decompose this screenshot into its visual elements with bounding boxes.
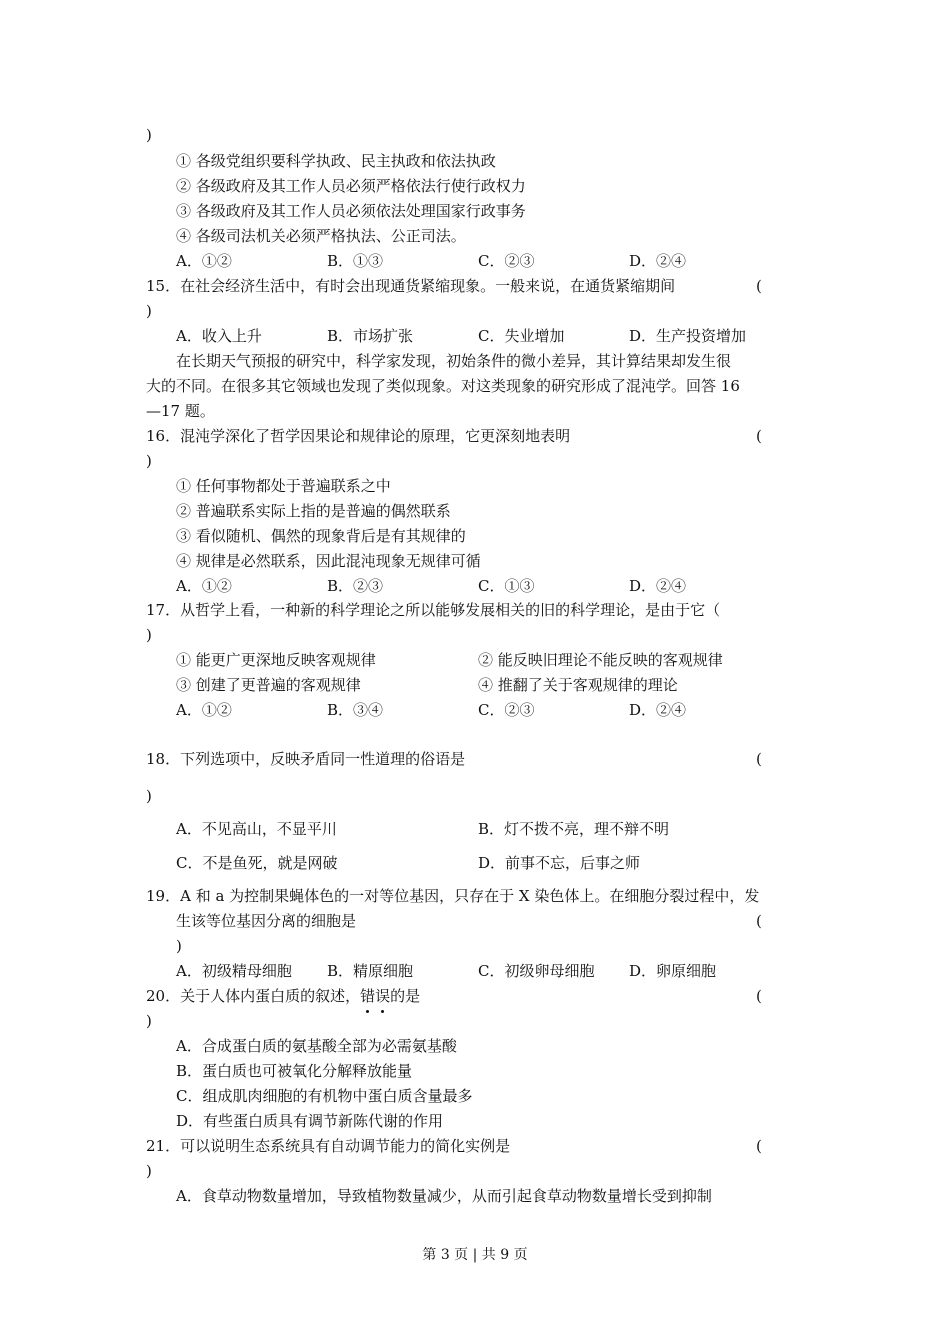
- q19-option-d: D．卵原细胞: [629, 962, 717, 980]
- q14-option-a: A．①②: [176, 252, 232, 270]
- q21-option-a: A．食草动物数量增加，导致植物数量减少，从而引起食草动物数量增长受到抑制: [176, 1187, 712, 1205]
- q16-item-3: ③ 看似随机、偶然的现象背后是有其规律的: [176, 527, 466, 545]
- q14-option-b: B．①③: [327, 252, 384, 270]
- q14-item-1: ① 各级党组织要科学执政、民主执政和依法执政: [176, 152, 496, 170]
- q16-paren-close: ): [146, 452, 152, 470]
- q20-stem-end: 的是: [390, 987, 421, 1005]
- q15-paren-open: (: [756, 277, 762, 295]
- q20-option-d: D．有些蛋白质具有调节新陈代谢的作用: [176, 1112, 444, 1130]
- q16-option-a: A．①②: [176, 577, 232, 595]
- q18-option-c: C．不是鱼死，就是网破: [176, 854, 338, 872]
- q18-stem: 18．下列选项中，反映矛盾同一性道理的俗语是: [146, 750, 466, 768]
- q18-option-d: D．前事不忘，后事之师: [478, 854, 641, 872]
- q17-option-a: A．①②: [176, 701, 232, 719]
- q17-paren-close: ): [146, 626, 152, 644]
- q20-option-b: B．蛋白质也可被氧化分解释放能量: [176, 1062, 413, 1080]
- q20-option-c: C．组成肌肉细胞的有机物中蛋白质含量最多: [176, 1087, 473, 1105]
- q20-paren-close: ): [146, 1012, 152, 1030]
- q15-option-d: D．生产投资增加: [629, 327, 747, 345]
- q16-option-b: B．②③: [327, 577, 384, 595]
- q18-paren-close: ): [146, 787, 152, 805]
- q18-paren-open: (: [756, 750, 762, 768]
- q14-option-c: C．②③: [478, 252, 535, 270]
- q16-option-c: C．①③: [478, 577, 535, 595]
- q19-option-c: C．初级卵母细胞: [478, 962, 595, 980]
- q20-emphasis-char-1: 错: [360, 987, 376, 1005]
- q14-item-4: ④ 各级司法机关必须严格执法、公正司法。: [176, 227, 466, 245]
- q17-option-d: D．②④: [629, 701, 687, 719]
- q19-option-a: A．初级精母细胞: [176, 962, 292, 980]
- passage-line-3: —17 题。: [146, 402, 215, 420]
- q17-stem: 17．从哲学上看，一种新的科学理论之所以能够发展相关的旧的科学理论，是由于它（: [146, 601, 721, 619]
- q14-item-3: ③ 各级政府及其工作人员必须依法处理国家行政事务: [176, 202, 526, 220]
- q17-option-c: C．②③: [478, 701, 535, 719]
- q20-paren-open: (: [756, 987, 762, 1005]
- q18-option-a: A．不见高山，不显平川: [176, 820, 337, 838]
- q21-paren-close: ): [146, 1162, 152, 1180]
- q15-stem: 15．在社会经济生活中，有时会出现通货紧缩现象。一般来说，在通货紧缩期间: [146, 277, 676, 295]
- q17-item-1: ① 能更广更深地反映客观规律: [176, 651, 376, 669]
- q16-item-1: ① 任何事物都处于普遍联系之中: [176, 477, 391, 495]
- q17-item-4: ④ 推翻了关于客观规律的理论: [478, 676, 678, 694]
- page-footer: 第 3 页 | 共 9 页: [422, 1247, 528, 1263]
- q16-option-d: D．②④: [629, 577, 687, 595]
- q16-stem: 16．混沌学深化了哲学因果论和规律论的原理，它更深刻地表明: [146, 427, 571, 445]
- q21-stem: 21．可以说明生态系统具有自动调节能力的简化实例是: [146, 1137, 511, 1155]
- q15-option-a: A．收入上升: [176, 327, 262, 345]
- q20-emphasis-char-2: 误: [375, 987, 391, 1005]
- q14-paren-close: ): [146, 126, 152, 144]
- q19-paren-close: ): [176, 937, 182, 955]
- q19-stem-line-1: 19．A 和 a 为控制果蝇体色的一对等位基因，只存在于 X 染色体上。在细胞分裂过程中，发: [146, 887, 760, 905]
- q17-option-b: B．③④: [327, 701, 384, 719]
- q20-stem-start: 20．关于人体内蛋白质的叙述，: [146, 987, 361, 1005]
- q19-stem-line-2: 生该等位基因分离的细胞是: [176, 912, 357, 930]
- q19-paren-open: (: [756, 912, 762, 930]
- q16-paren-open: (: [756, 427, 762, 445]
- q16-item-4: ④ 规律是必然联系，因此混沌现象无规律可循: [176, 552, 481, 570]
- q20-stem: [146, 986, 420, 1006]
- passage-line-2: 大的不同。在很多其它领域也发现了类似现象。对这类现象的研究形成了混沌学。回答 16: [146, 377, 740, 395]
- q16-item-2: ② 普遍联系实际上指的是普遍的偶然联系: [176, 502, 451, 520]
- q18-option-b: B．灯不拨不亮，理不辩不明: [478, 820, 670, 838]
- q15-option-c: C．失业增加: [478, 327, 565, 345]
- q20-option-a: A．合成蛋白质的氨基酸全部为必需氨基酸: [176, 1037, 457, 1055]
- q17-item-3: ③ 创建了更普遍的客观规律: [176, 676, 361, 694]
- q14-item-2: ② 各级政府及其工作人员必须严格依法行使行政权力: [176, 177, 526, 195]
- q21-paren-open: (: [756, 1137, 762, 1155]
- q19-option-b: B．精原细胞: [327, 962, 414, 980]
- q15-option-b: B．市场扩张: [327, 327, 414, 345]
- q14-option-d: D．②④: [629, 252, 687, 270]
- q17-item-2: ② 能反映旧理论不能反映的客观规律: [478, 651, 723, 669]
- q15-paren-close: ): [146, 302, 152, 320]
- passage-line-1: 在长期天气预报的研究中，科学家发现，初始条件的微小差异，其计算结果却发生很: [176, 352, 732, 370]
